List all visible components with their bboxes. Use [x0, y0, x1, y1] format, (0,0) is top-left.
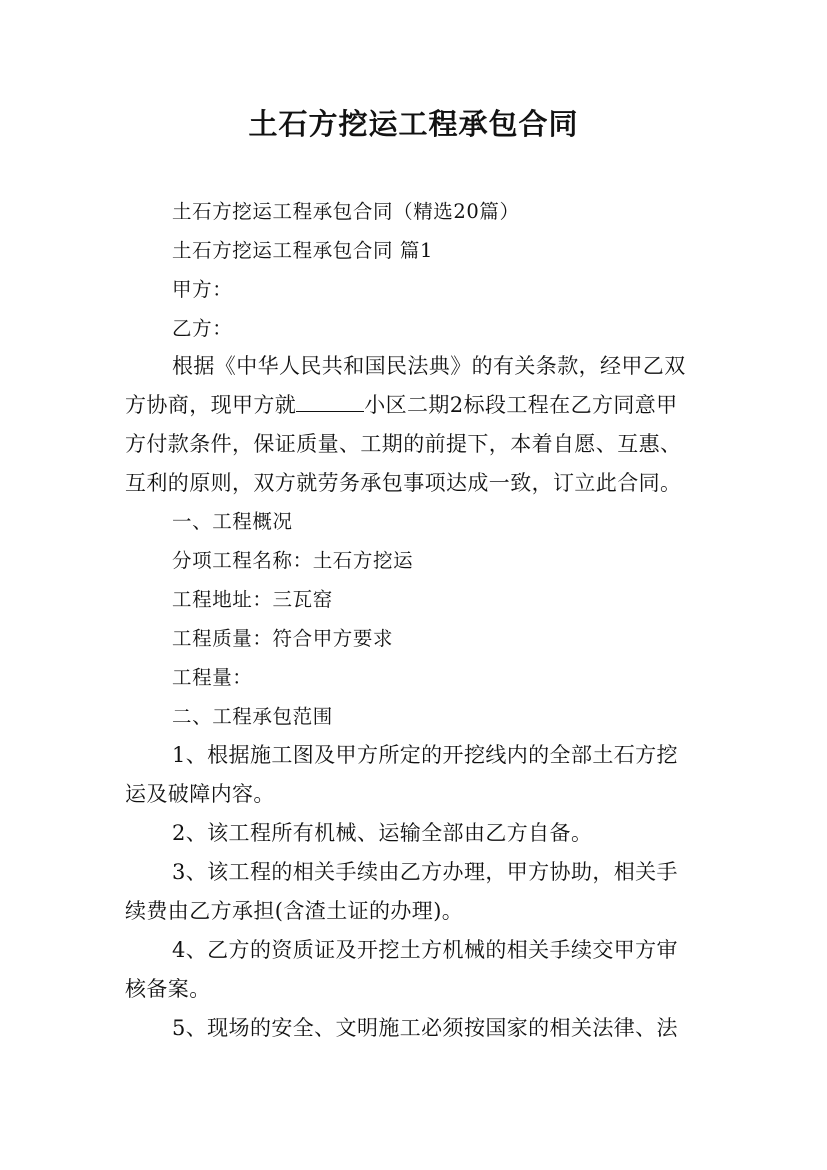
project-quality: 工程质量：符合甲方要求	[172, 627, 394, 650]
item4-line-1: 4、乙方的资质证及开挖土方机械的相关手续交甲方审	[172, 938, 678, 962]
fill-in-blank	[296, 393, 364, 412]
preamble-line-4: 互利的原则，双方就劳务承包事项达成一致，订立此合同。	[125, 471, 682, 495]
preamble-line-1: 根据《中华人民共和国民法典》的有关条款，经甲乙双	[172, 354, 686, 378]
section2-heading: 二、工程承包范围	[172, 705, 333, 728]
item5-line-1: 5、现场的安全、文明施工必须按国家的相关法律、法	[172, 1016, 678, 1040]
item1-line-2: 运及破障内容。	[125, 782, 275, 806]
preamble-line-3: 方付款条件，保证质量、工期的前提下，本着自愿、互惠、	[125, 432, 682, 456]
preamble-line-2	[125, 390, 678, 420]
party-a-label: 甲方：	[172, 278, 233, 301]
project-quantity: 工程量：	[172, 666, 253, 689]
document-title: 土石方挖运工程承包合同	[248, 107, 579, 141]
project-name: 分项工程名称：土石方挖运	[172, 549, 414, 572]
preamble-line-2-start: 方协商，现甲方就	[125, 393, 297, 417]
item1-line-1: 1、根据施工图及甲方所定的开挖线内的全部土石方挖	[172, 743, 678, 767]
preamble-line-2-end: 小区二期2标段工程在乙方同意甲	[364, 393, 678, 417]
item3-line-1: 3、该工程的相关手续由乙方办理，甲方协助，相关手	[172, 860, 678, 884]
party-b-label: 乙方：	[172, 317, 233, 340]
item3-line-2: 续费由乙方承担(含渣土证的办理)。	[125, 899, 464, 923]
document-subtitle: 土石方挖运工程承包合同（精选20篇）	[172, 200, 520, 223]
section-heading: 土石方挖运工程承包合同 篇1	[172, 239, 434, 262]
item2: 2、该工程所有机械、运输全部由乙方自备。	[172, 821, 593, 845]
project-address: 工程地址：三瓦窑	[172, 588, 333, 611]
item4-line-2: 核备案。	[125, 977, 211, 1001]
section1-heading: 一、工程概况	[172, 510, 293, 533]
